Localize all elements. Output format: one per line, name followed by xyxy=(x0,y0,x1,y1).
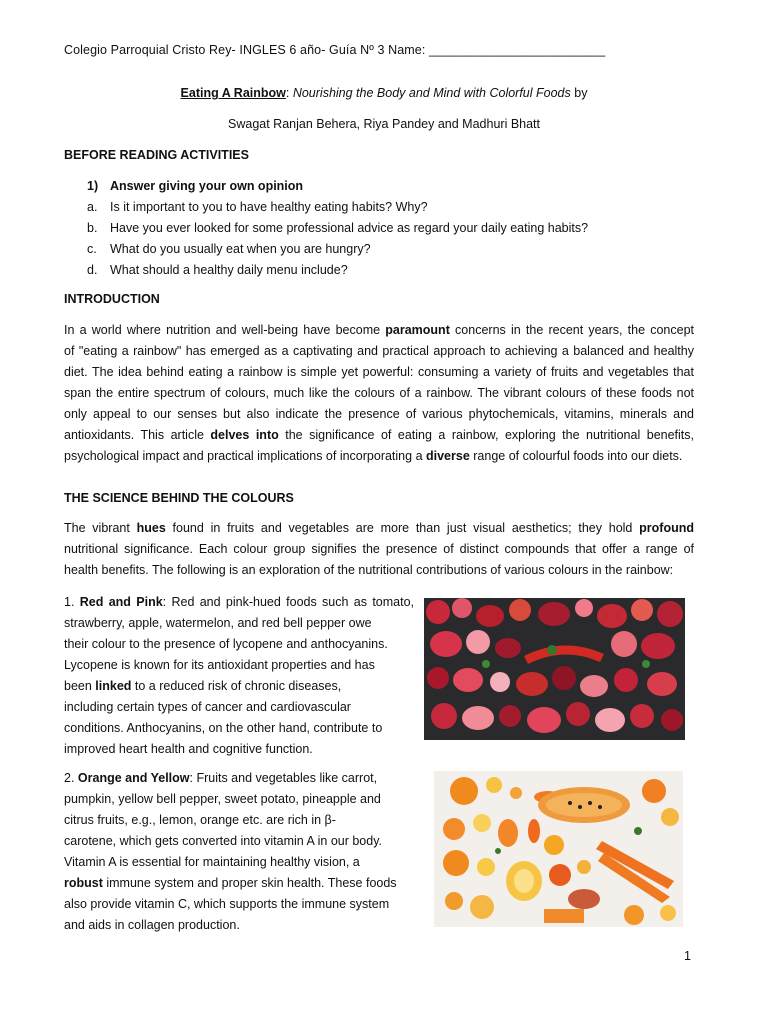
question-d xyxy=(87,263,687,279)
paragraph-line: of "eating a rainbow" has emerged as a captivating and practical approach to achieving a balanced and healthy xyxy=(64,344,694,358)
question-text: Have you ever looked for some professional advice as regard your daily eating habits? xyxy=(110,221,589,235)
paragraph-line: antioxidants. This article delves into the significance of eating a rainbow, exploring the nutritional benefits, xyxy=(64,428,694,442)
document-header: Colegio Parroquial Cristo Rey- INGLES 6 año- Guía Nº 3 Name: _________________________ xyxy=(64,43,606,57)
paragraph-line: In a world where nutrition and well-being have become paramount concerns in the recent years, the concept xyxy=(64,323,695,337)
paragraph-line: nutritional significance. Each colour group signifies the presence of distinct compounds that offer a range of xyxy=(64,542,694,556)
red-pink-foods-illustration xyxy=(424,598,685,740)
orange-yellow-foods-image xyxy=(434,771,683,927)
paragraph-line: health benefits. The following is an exploration of the nutritional contributions of various colours in the rainbow: xyxy=(64,563,674,577)
section-line: Lycopene is known for its antioxidant properties and has xyxy=(64,658,375,672)
section-line: also provide vitamin C, which supports the immune system xyxy=(64,897,390,911)
paragraph-line: span the entire spectrum of colours, much like the colours of a rainbow. The vibrant colours of these foods not xyxy=(64,386,694,400)
science-heading: THE SCIENCE BEHIND THE COLOURS xyxy=(64,491,294,505)
introduction-heading: INTRODUCTION xyxy=(64,292,160,306)
section-line: been linked to a reduced risk of chronic diseases, xyxy=(64,679,342,693)
question-text: What do you usually eat when you are hungry? xyxy=(110,242,371,256)
section-line: their colour to the presence of lycopene and anthocyanins. xyxy=(64,637,388,651)
section-line: including certain types of cancer and cardiovascular xyxy=(64,700,351,714)
science-paragraph xyxy=(64,518,694,581)
section-line: carotene, which gets converted into vitamin A in our body. xyxy=(64,834,383,848)
section-line: strawberry, apple, watermelon, and red bell pepper owe xyxy=(64,616,372,630)
section-line: 2. Orange and Yellow: Fruits and vegetables like carrot, xyxy=(64,771,378,785)
title-main: Eating A Rainbow xyxy=(180,86,286,100)
question-marker: b. xyxy=(87,221,98,235)
section-line: conditions. Anthocyanins, on the other hand, contribute to xyxy=(64,721,383,735)
question-marker: a. xyxy=(87,200,98,214)
question-c xyxy=(87,242,687,258)
section-line: robust immune system and proper skin health. These foods xyxy=(64,876,397,890)
introduction-paragraph xyxy=(64,320,694,467)
title-by: by xyxy=(570,86,588,100)
paragraph-line: The vibrant hues found in fruits and vegetables are more than just visual aesthetics; they hold profound xyxy=(64,521,694,535)
question-text: What should a healthy daily menu include? xyxy=(110,263,348,277)
paragraph-line: diet. The idea behind eating a rainbow is simple yet powerful: consuming a variety of fruits and vegetables that xyxy=(64,365,694,379)
section-line: and aids in collagen production. xyxy=(64,918,240,932)
orange-yellow-section xyxy=(64,768,414,936)
section-line: Vitamin A is essential for maintaining healthy vision, a xyxy=(64,855,360,869)
paragraph-line: psychological impact and practical implications of incorporating a diverse range of colourful foods into our diets. xyxy=(64,449,683,463)
paragraph-line: only appeal to our senses but also indicate the presence of various phytochemicals, vitamins, minerals and xyxy=(64,407,694,421)
red-pink-foods-image xyxy=(424,598,685,740)
title-subtitle: Nourishing the Body and Mind with Colorful Foods xyxy=(292,86,571,100)
page-number: 1 xyxy=(684,949,691,963)
question-b xyxy=(87,221,687,237)
before-reading-heading: BEFORE READING ACTIVITIES xyxy=(64,148,249,162)
question-marker: d. xyxy=(87,263,98,277)
title-colon: : xyxy=(285,86,293,100)
section-line: improved heart health and cognitive function. xyxy=(64,742,313,756)
activity-label: Answer giving your own opinion xyxy=(110,179,304,193)
activity-marker: 1) xyxy=(87,179,99,193)
question-text: Is it important to you to have healthy eating habits? Why? xyxy=(110,200,428,214)
section-line: pumpkin, yellow bell pepper, sweet potato, pineapple and xyxy=(64,792,381,806)
activity-item-1 xyxy=(87,179,687,195)
article-authors: Swagat Ranjan Behera, Riya Pandey and Madhuri Bhatt xyxy=(228,117,540,131)
red-pink-section xyxy=(64,592,414,760)
article-title xyxy=(0,86,768,100)
section-line: citrus fruits, e.g., lemon, orange etc. are rich in β- xyxy=(64,813,336,827)
question-marker: c. xyxy=(87,242,97,256)
section-line: 1. Red and Pink: Red and pink-hued foods such as tomato, xyxy=(64,595,415,609)
orange-yellow-foods-illustration xyxy=(434,771,683,927)
question-a xyxy=(87,200,687,216)
